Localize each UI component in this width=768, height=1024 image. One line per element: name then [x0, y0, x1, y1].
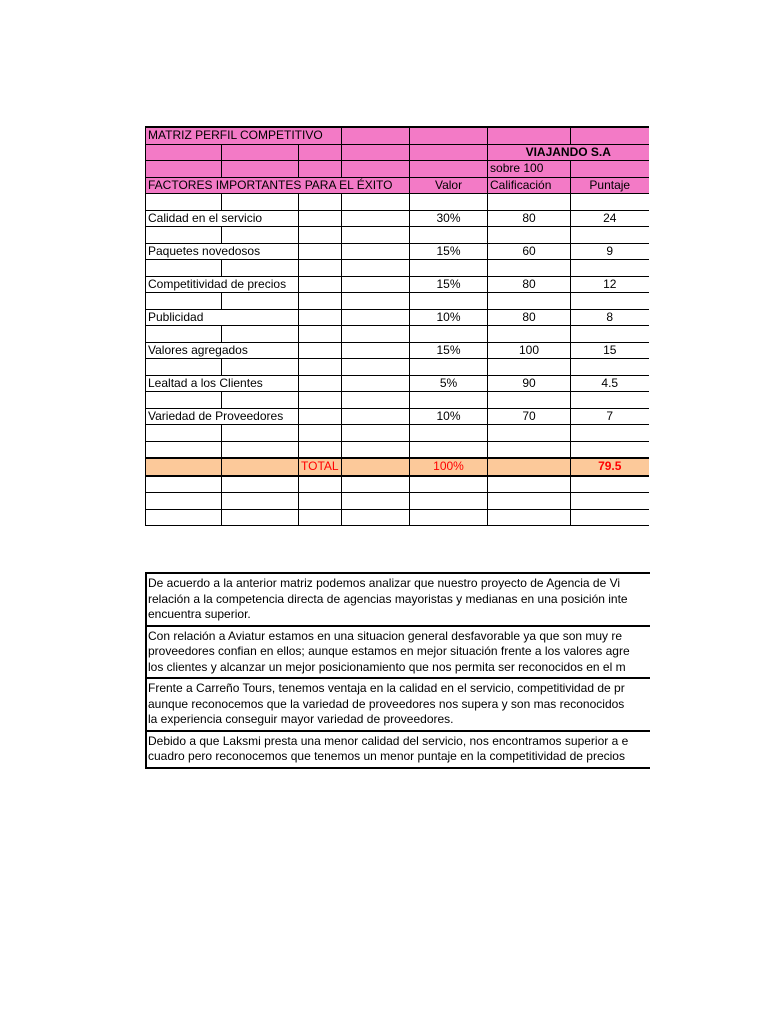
trailing-row: [146, 476, 649, 493]
factor-calificacion: 70: [488, 408, 571, 425]
factor-calificacion: 60: [488, 243, 571, 260]
paragraph-line: Debido a que Laksmi presta una menor calidad del servicio, nos encontramos superior a e: [148, 733, 629, 748]
factor-valor: 5%: [410, 375, 488, 392]
factor-valor: 10%: [410, 408, 488, 425]
spacer-row: [146, 425, 649, 442]
total-puntaje: 79.5: [571, 458, 649, 476]
factor-calificacion: 100: [488, 342, 571, 359]
spacer-row: [146, 359, 649, 376]
total-row: [146, 458, 649, 476]
calificacion-header: Calificación: [488, 177, 571, 194]
factor-puntaje: 15: [571, 342, 649, 359]
trailing-row: [146, 493, 649, 510]
factor-puntaje: 12: [571, 276, 649, 293]
spacer-row: [146, 392, 649, 409]
factor-puntaje: 8: [571, 309, 649, 326]
factors-header: FACTORES IMPORTANTES PARA EL ÉXITO: [146, 177, 410, 194]
factor-name: Valores agregados: [146, 342, 299, 359]
header-row-title: [146, 127, 649, 144]
factor-calificacion: 80: [488, 210, 571, 227]
factor-valor: 30%: [410, 210, 488, 227]
spacer-row: [146, 260, 649, 277]
factor-valor: 15%: [410, 342, 488, 359]
matrix-title: MATRIZ PERFIL COMPETITIVO: [146, 127, 342, 144]
total-label: TOTAL: [299, 458, 342, 476]
paragraph-line: Con relación a Aviatur estamos en una situacion general desfavorable ya que son muy re: [148, 628, 623, 643]
paragraph-line: cuadro pero reconocemos que tenemos un menor puntaje en la competitividad de precios: [148, 749, 625, 763]
analysis-paragraph: [147, 732, 650, 769]
analysis-paragraph: [147, 574, 650, 627]
paragraph-line: la experiencia conseguir mayor variedad de proveedores.: [148, 712, 454, 726]
factor-name: Competitividad de precios: [146, 276, 299, 293]
header-row-company: [146, 144, 649, 161]
factor-row: [146, 408, 649, 425]
spacer-row: [146, 227, 649, 244]
analysis-paragraph: [147, 679, 650, 732]
factor-name: Variedad de Proveedores: [146, 408, 299, 425]
factor-row: [146, 375, 649, 392]
sobre-label: sobre 100: [488, 161, 571, 178]
paragraph-line: Frente a Carreño Tours, tenemos ventaja en la calidad en el servicio, competitividad de pr: [148, 681, 625, 695]
spacer-row: [146, 441, 649, 458]
total-valor: 100%: [410, 458, 488, 476]
spacer-row: [146, 194, 649, 211]
puntaje-header: Puntaje: [571, 177, 649, 194]
factor-row: [146, 210, 649, 227]
factor-row: [146, 342, 649, 359]
analysis-paragraph: [147, 627, 650, 680]
factor-puntaje: 24: [571, 210, 649, 227]
spacer-row: [146, 293, 649, 310]
paragraph-line: encuentra superior.: [148, 607, 251, 621]
factor-puntaje: 9: [571, 243, 649, 260]
paragraph-line: proveedores confian en ellos; aunque estamos en mejor situación frente a los valores agre: [148, 644, 630, 658]
analysis-notes: [145, 572, 650, 769]
factor-puntaje: 4.5: [571, 375, 649, 392]
matrix-table: [145, 126, 649, 526]
factor-row: [146, 243, 649, 260]
factor-calificacion: 80: [488, 309, 571, 326]
paragraph-line: De acuerdo a la anterior matriz podemos analizar que nuestro proyecto de Agencia de Vi: [148, 576, 621, 590]
paragraph-line: aunque reconocemos que la variedad de proveedores nos supera y son mas reconocidos: [148, 696, 625, 711]
factor-row: [146, 309, 649, 326]
trailing-row: [146, 509, 649, 526]
factor-name: Paquetes novedosos: [146, 243, 299, 260]
factor-calificacion: 80: [488, 276, 571, 293]
factor-valor: 10%: [410, 309, 488, 326]
factor-name: Lealtad a los Clientes: [146, 375, 299, 392]
factor-puntaje: 7: [571, 408, 649, 425]
factor-valor: 15%: [410, 243, 488, 260]
factor-name: Publicidad: [146, 309, 299, 326]
header-row-sobre: [146, 161, 649, 178]
factor-name: Calidad en el servicio: [146, 210, 299, 227]
header-row-columns: [146, 177, 649, 194]
factor-calificacion: 90: [488, 375, 571, 392]
valor-header: Valor: [410, 177, 488, 194]
factor-valor: 15%: [410, 276, 488, 293]
paragraph-line: relación a la competencia directa de agencias mayoristas y medianas en una posición inte: [148, 591, 628, 606]
paragraph-line: los clientes y alcanzar un mejor posicionamiento que nos permita ser reconocidos en el m: [148, 659, 626, 674]
factor-row: [146, 276, 649, 293]
spacer-row: [146, 326, 649, 343]
company-name: VIAJANDO S.A: [488, 144, 649, 161]
competitive-profile-matrix: [145, 126, 648, 526]
